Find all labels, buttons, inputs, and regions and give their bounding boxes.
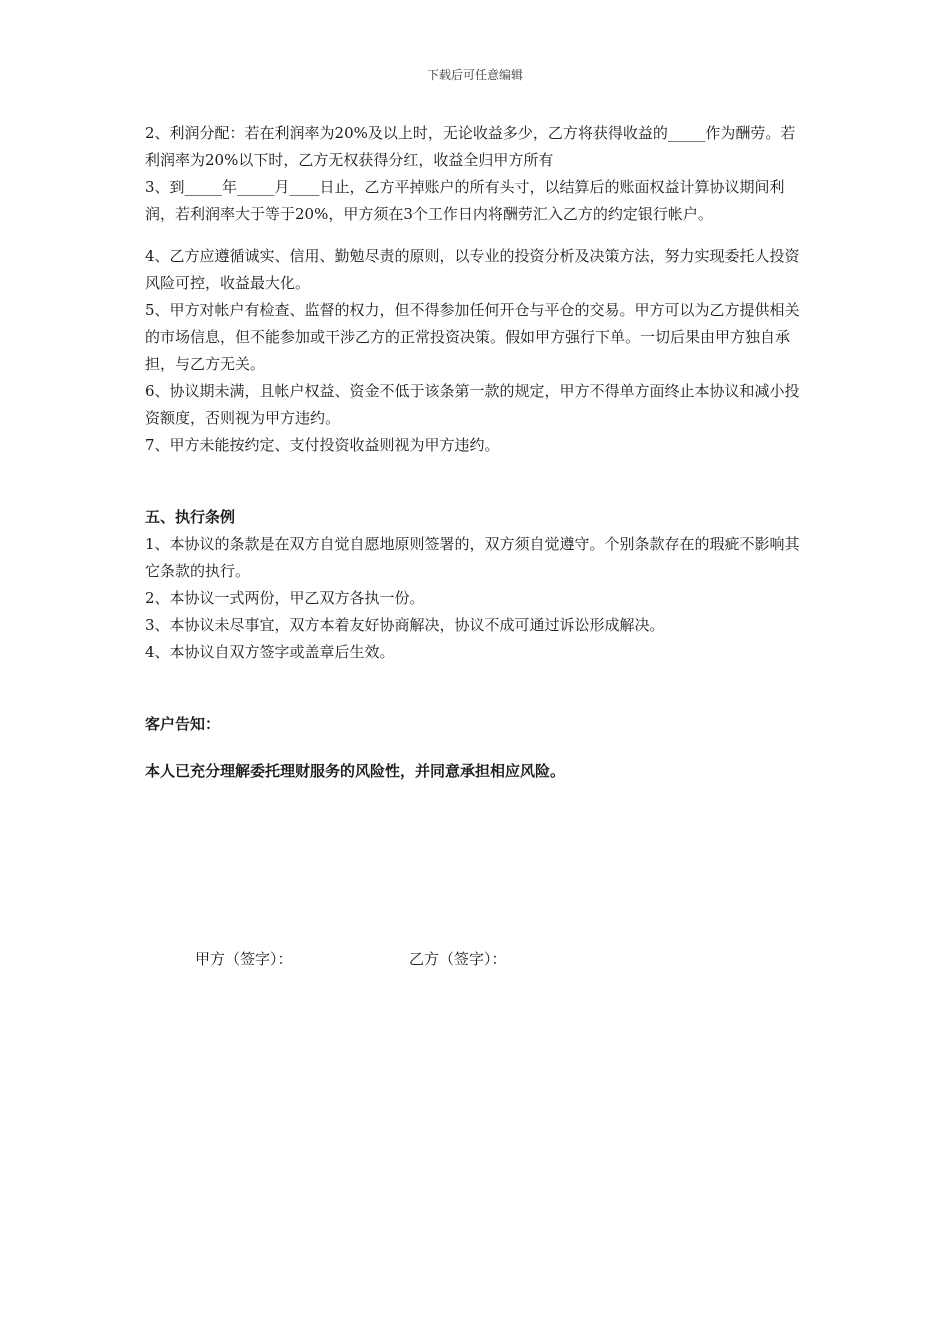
notice-text: 本人已充分理解委托理财服务的风险性，并同意承担相应风险。 [145, 762, 566, 780]
clause-4: 4、乙方应遵循诚实、信用、勤勉尽责的原则，以专业的投资分析及决策方法，努力实现委托人投资风险可控，收益最大化。 [145, 247, 800, 292]
document-body [145, 120, 810, 785]
section-5-item-2: 2、本协议一式两份，甲乙双方各执一份。 [145, 589, 425, 607]
clause-7: 7、甲方未能按约定、支付投资收益则视为甲方违约。 [145, 436, 500, 454]
section-5-item-1: 1、本协议的条款是在双方自觉自愿地原则签署的，双方须自觉遵守。个别条款存在的瑕疵不影响其它条款的执行。 [145, 535, 800, 580]
section-5-item-3: 3、本协议未尽事宜，双方本着友好协商解决，协议不成可通过诉讼形成解决。 [145, 616, 665, 634]
page-header: 下载后可任意编辑 [426, 68, 523, 82]
section-5-item-4: 4、本协议自双方签字或盖章后生效。 [145, 643, 395, 661]
notice-title: 客户告知： [145, 715, 221, 733]
party-b-signature-label: 乙方（签字）： [409, 950, 507, 968]
clause-2: 2、利润分配：若在利润率为20%及以上时，无论收益多少，乙方将获得收益的_____作为酬劳。若利润率为20%以下时，乙方无权获得分红，收益全归甲方所有 [145, 124, 796, 169]
section-5-title: 五、执行条例 [145, 508, 236, 526]
party-a-signature-label: 甲方（签字）： [195, 950, 293, 968]
clause-3: 3、到_____年_____月____日止，乙方平掉账户的所有头寸，以结算后的账面权益计算协议期间利润，若利润率大于等于20%，甲方须在3个工作日内将酬劳汇入乙方的约定银行帐户。 [145, 178, 785, 223]
clause-5: 5、甲方对帐户有检查、监督的权力，但不得参加任何开仓与平仓的交易。甲方可以为乙方提供相关的市场信息，但不能参加或干涉乙方的正常投资决策。假如甲方强行下单。一切后果由甲方独自承担，与乙方无关。 [145, 301, 800, 373]
clause-6: 6、协议期未满，且帐户权益、资金不低于该条第一款的规定，甲方不得单方面终止本协议和减小投资额度，否则视为甲方违约。 [145, 382, 800, 427]
